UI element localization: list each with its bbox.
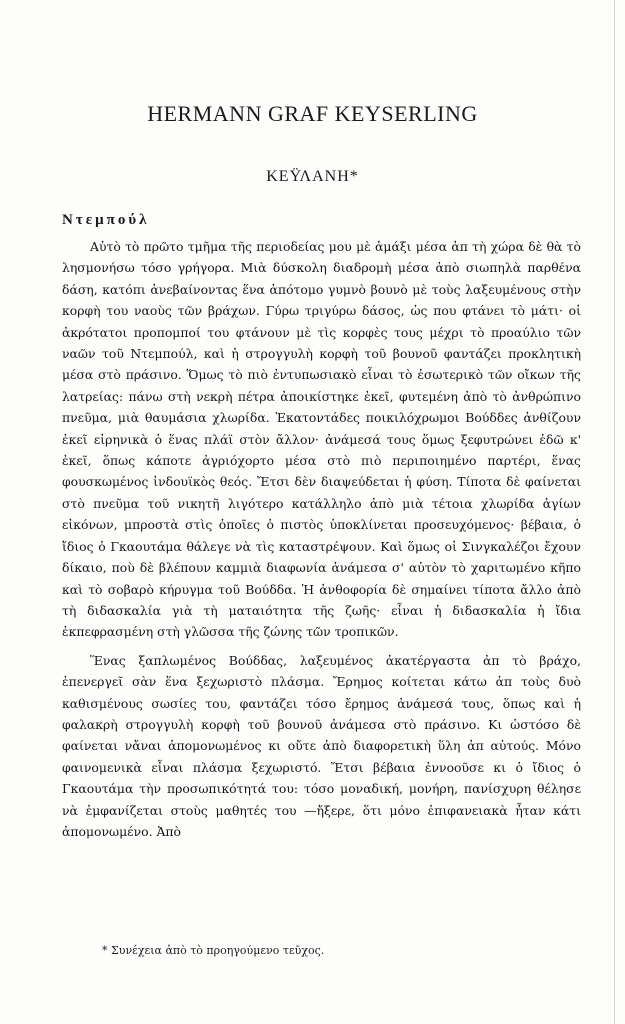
- body-text: [62, 236, 581, 842]
- author-heading: HERMANN GRAF KEYSERLING: [147, 101, 478, 126]
- article-title: ΚΕΫΛΑΝΗ*: [266, 168, 359, 185]
- paragraph: Αὐτὸ τὸ πρῶτο τμῆμα τῆς περιοδείας μου μὲ ἁμάξι μέσα ἀπ τὴ χώρα δὲ θὰ τὸ λησμονήσω τόσο γρήγορα. Μιὰ δύσκολη διαδρομὴ μέσα ἀπὸ σιωπηλὰ παρθένα δάση, κατόπι ἀνεβαίνοντας ἕνα ἀπότομο γυμνὸ βουνὸ μὲ τοὺς λαξευμένους στὴν κορφὴ του ναοὺς τῶν βράχων. Γύρω τριγύρω δάσος, ὡς που φτάνει τὸ μάτι· οἱ ἀκρότατοι προπομποί του φτάνουν μὲ τὶς κορφὲς τους μέχρι τὸ προαύλιο τῶν ναῶν τοῦ Ντεμπούλ, καὶ ἡ στρογγυλὴ κορφὴ τοῦ βουνοῦ φαντάζει προκλητικὴ μέσα στὸ πράσινο. Ὅμως τὸ πιὸ ἐντυπωσιακὸ εἶναι τὸ ἐσωτερικὸ τῶν οἴκων τῆς λατρείας: πάνω στὴ νεκρὴ πέτρα ἀποικίστηκε ἐκεῖ, φυτεμένη ἀπὸ τὸ ἀνθρώπινο πνεῦμα, μιὰ θαυμάσια χλωρίδα. Ἑκατοντάδες ποικιλόχρωμοι Βούδδες ἀνθίζουν ἐκεῖ εἰρηνικὰ ὁ ἕνας πλάϊ στὸν ἄλλον· ἀνάμεσά τους ὅμως ξεφυτρώνει ἐδῶ κ' ἐκεῖ, ὅπως κάποτε ἀγριόχορτο μέσα στὸ πιὸ περιποιημένο παρτέρι, ἕνας φουσκωμένος ἰνδουϊκὸς θεός. Ἔτσι δὲν διαψεύδεται ἡ φύση. Τίποτα δὲ φαίνεται στὸ πνεῦμα τοῦ νικητῆ λιγότερο κατάλληλο ἀπὸ μιὰ τέτοια χλωρίδα ἁγίων εἰκόνων, μπροστὰ στὶς ὁποῖες ὁ πιστὸς ὑποκλίνεται προσευχόμενος· βέβαια, ὁ ἴδιος ὁ Γκαουτάμα θάλεγε νὰ τὶς καταστρέψουν. Καὶ ὅμως οἱ Σινγκαλέζοι ἔχουν δίκαιο, ποὺ δὲ βλέπουν καμμιὰ διαφωνία ἀνάμεσα σ' αὐτὸν τὸ χαριτωμένο κῆπο καὶ τὸ σοβαρὸ κήρυγμα τοῦ Βούδδα. Ἡ ἀνθοφορία δὲ σημαίνει τίποτα ἄλλο ἀπὸ τὴ διδασκαλία γιὰ τὴ ματαιότητα τῆς ζωῆς· εἶναι ἡ διδασκαλία ἡ ἴδια ἐκπεφρασμένη στὴ γλῶσσα τῆς ζώνης τῶν τροπικῶν.: [62, 239, 581, 640]
- page-edge-line: [614, 0, 615, 1024]
- paragraph: Ἕνας ξαπλωμένος Βούδδας, λαξευμένος ἀκατέργαστα ἀπ τὸ βράχο, ἐπενεργεῖ σὰν ἕνα ξεχωριστὸ πλάσμα. Ἔρημος κοίτεται κάτω ἀπ τοὺς δυὸ καθισμένους σωσίες του, φαντάζει τόσο ἔρημος ἀνάμεσά τους, ὅπως καὶ ἡ φαλακρὴ στρογγυλὴ κορφὴ τοῦ βουνοῦ ἀνάμεσα στὸ πράσινο. Κι ὡστόσο δὲ φαίνεται νἄναι ἀπομονωμένος κι οὔτε ἀπὸ διαφορετικὴ ὕλη ἀπ αὐτούς. Μόνο φαινομενικὰ εἶναι πλάσμα ξεχωριστό. Ἔτσι βέβαια ἐννοοῦσε κι ὁ ἴδιος ὁ Γκαουτάμα τὴν προσωπικότητά του: τόσο μοναδική, μονήρη, πανίσχυρη θέλησε νὰ ἐμφανίζεται στοὺς μαθητές του —ἤξερε, ὅτι μόνο ἐπιφανειακὰ ἦταν κάτι ἀπομονωμένο. Ἀπὸ: [62, 652, 581, 839]
- footnote: * Συνέχεια ἀπὸ τὸ προηγούμενο τεῦχος.: [102, 944, 325, 957]
- section-heading: Ντεμπούλ: [62, 212, 150, 228]
